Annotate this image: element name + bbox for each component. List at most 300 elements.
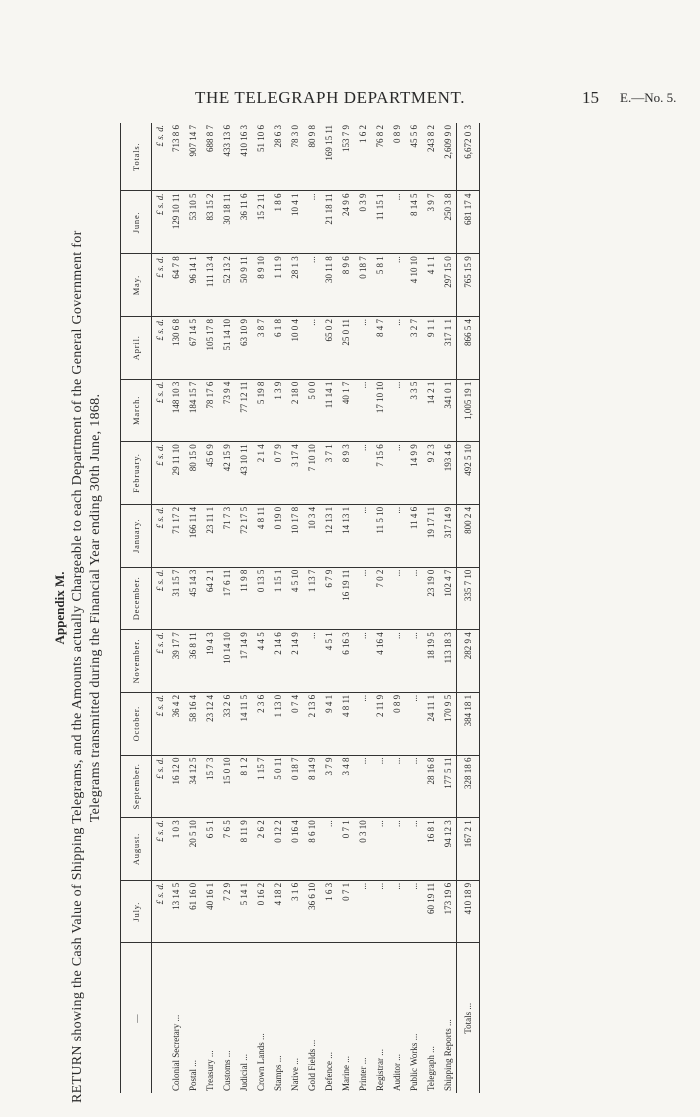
column-header: April. (121, 316, 152, 379)
unit-label: £ s. d. (152, 379, 168, 442)
units-blank (152, 943, 168, 1093)
amount-cell: 23 12 4 (201, 692, 218, 755)
amount-cell: 10 3 4 (303, 504, 320, 567)
table-row (303, 123, 320, 1093)
table-row (184, 123, 201, 1093)
amount-cell: 1 15 1 (269, 567, 286, 630)
amount-cell: 19 4 3 (201, 630, 218, 693)
department-name: Shipping Reports ... (442, 1019, 453, 1091)
amount-cell: 4 8 11 (252, 504, 269, 567)
amount-cell: 5 0 11 (269, 755, 286, 818)
amount-cell: 36 4 2 (167, 692, 184, 755)
amount-cell: 2 11 9 (371, 692, 388, 755)
amount-cell: 17 14 9 (235, 630, 252, 693)
amount-cell: 410 16 3 (235, 123, 252, 191)
amount-cell: 243 8 2 (422, 123, 439, 191)
amount-cell: 2 3 6 (252, 692, 269, 755)
amount-cell: ... (388, 316, 405, 379)
amount-cell: 5 19 8 (252, 379, 269, 442)
amount-cell: 45 6 9 (201, 442, 218, 505)
table-row (388, 123, 405, 1093)
amount-cell: 8 9 3 (337, 442, 354, 505)
amount-cell: 8 9 10 (252, 254, 269, 317)
department-name: Judicial ... (238, 1054, 249, 1091)
amount-cell: 6 5 1 (201, 818, 218, 881)
amount-cell: ... (388, 379, 405, 442)
amount-cell: 3 7 9 (320, 755, 337, 818)
amount-cell: ... (388, 630, 405, 693)
amount-cell: 60 19 11 (422, 880, 439, 943)
amount-cell: 2 14 9 (286, 630, 303, 693)
amount-cell: ... (388, 504, 405, 567)
amount-cell: 8 11 9 (235, 818, 252, 881)
column-header: March. (121, 379, 152, 442)
appendix-label: Appendix M. (52, 571, 67, 645)
amount-cell: 0 16 2 (252, 880, 269, 943)
amount-cell: 9 1 1 (422, 316, 439, 379)
amount-cell: ... (354, 316, 371, 379)
amount-cell: 0 7 1 (337, 818, 354, 881)
department-name: Native ... (289, 1058, 300, 1091)
amount-cell: 45 5 6 (405, 123, 422, 191)
amount-cell: 13 14 5 (167, 880, 184, 943)
amount-cell: 1 6 3 (320, 880, 337, 943)
amount-cell: 0 8 9 (388, 123, 405, 191)
amount-cell: 51 10 6 (252, 123, 269, 191)
column-header: September. (121, 755, 152, 818)
amount-cell: 2,609 9 0 (439, 123, 457, 191)
amount-cell: 193 4 6 (439, 442, 457, 505)
units-row (152, 123, 168, 1093)
amount-cell: 23 19 0 (422, 567, 439, 630)
unit-label: £ s. d. (152, 692, 168, 755)
table-body (152, 123, 480, 1093)
amount-cell: 71 7 3 (218, 504, 235, 567)
rotated-return (50, 113, 670, 1103)
total-cell: 765 15 9 (457, 254, 480, 317)
amount-cell: 78 17 6 (201, 379, 218, 442)
return-title-line1: RETURN showing the Cash Value of Shipping Telegrams, and the Amounts actually Chargeable to each Department of the General Government for (70, 230, 85, 1103)
amount-cell: 9 2 3 (422, 442, 439, 505)
amount-cell: 2 6 2 (252, 818, 269, 881)
amount-cell: 33 2 6 (218, 692, 235, 755)
amount-cell: 15 0 10 (218, 755, 235, 818)
amount-cell: 14 2 1 (422, 379, 439, 442)
amount-cell: 166 11 4 (184, 504, 201, 567)
amount-cell: 1 6 2 (354, 123, 371, 191)
amount-cell: ... (303, 630, 320, 693)
amount-cell: 51 14 10 (218, 316, 235, 379)
amount-cell: 64 2 1 (201, 567, 218, 630)
unit-label: £ s. d. (152, 818, 168, 881)
table-row (337, 123, 354, 1093)
amount-cell: ... (388, 191, 405, 254)
amount-cell: 36 8 11 (184, 630, 201, 693)
department-name: Auditor ... (391, 1054, 402, 1091)
amount-cell: 23 11 1 (201, 504, 218, 567)
amount-cell: 50 9 11 (235, 254, 252, 317)
total-cell: 6,672 0 3 (457, 123, 480, 191)
amount-cell: 14 11 5 (235, 692, 252, 755)
unit-label: £ s. d. (152, 123, 168, 191)
amount-cell: 317 14 9 (439, 504, 457, 567)
amount-cell: 0 16 4 (286, 818, 303, 881)
amount-cell: ... (354, 567, 371, 630)
amount-cell: 9 4 1 (320, 692, 337, 755)
column-header: June. (121, 191, 152, 254)
department-name: Registrar ... (374, 1049, 385, 1091)
amount-cell: 1 13 7 (303, 567, 320, 630)
total-cell: 328 18 6 (457, 755, 480, 818)
running-head: THE TELEGRAPH DEPARTMENT. (195, 88, 466, 107)
amount-cell: 0 3 9 (354, 191, 371, 254)
amount-cell: 77 12 11 (235, 379, 252, 442)
amount-cell: 4 4 5 (252, 630, 269, 693)
amount-cell: ... (320, 818, 337, 881)
amount-cell: ... (354, 442, 371, 505)
column-header: May. (121, 254, 152, 317)
column-header: November. (121, 630, 152, 693)
amount-cell: ... (354, 692, 371, 755)
amount-cell: 15 2 11 (252, 191, 269, 254)
amount-cell: 21 18 11 (320, 191, 337, 254)
amount-cell: 8 14 5 (405, 191, 422, 254)
amount-cell: 4 16 4 (371, 630, 388, 693)
amount-cell: 297 15 0 (439, 254, 457, 317)
amount-cell: 30 11 8 (320, 254, 337, 317)
amount-cell: 5 14 1 (235, 880, 252, 943)
amount-cell: ... (354, 880, 371, 943)
total-cell: 167 2 1 (457, 818, 480, 881)
amount-cell: 3 8 7 (252, 316, 269, 379)
amount-cell: 8 4 7 (371, 316, 388, 379)
amount-cell: 6 16 3 (337, 630, 354, 693)
amount-cell: ... (371, 818, 388, 881)
amount-cell: 10 4 1 (286, 191, 303, 254)
amount-cell: 15 7 3 (201, 755, 218, 818)
column-header: Totals. (121, 123, 152, 191)
amount-cell: 111 13 4 (201, 254, 218, 317)
unit-label: £ s. d. (152, 630, 168, 693)
unit-label: £ s. d. (152, 880, 168, 943)
amount-cell: 3 2 7 (405, 316, 422, 379)
amount-cell: ... (303, 191, 320, 254)
amount-cell: 3 4 8 (337, 755, 354, 818)
amount-cell: 3 7 1 (320, 442, 337, 505)
amount-cell: 16 12 0 (167, 755, 184, 818)
amount-cell: 0 7 9 (269, 442, 286, 505)
amount-cell: 16 19 11 (337, 567, 354, 630)
amount-cell: 433 13 6 (218, 123, 235, 191)
column-header: July. (121, 880, 152, 943)
department-name: Public Works ... (408, 1033, 419, 1091)
amount-cell: 6 1 8 (269, 316, 286, 379)
page-header (0, 0, 700, 110)
unit-label: £ s. d. (152, 254, 168, 317)
amount-cell: 1 11 9 (269, 254, 286, 317)
table-row (252, 123, 269, 1093)
table-row (286, 123, 303, 1093)
amount-cell: 1 0 3 (167, 818, 184, 881)
total-cell: 681 17 4 (457, 191, 480, 254)
amount-cell: 71 17 2 (167, 504, 184, 567)
table-row (235, 123, 252, 1093)
amount-cell: 10 0 4 (286, 316, 303, 379)
amount-cell: 1 8 6 (269, 191, 286, 254)
amount-cell: 72 17 5 (235, 504, 252, 567)
amount-cell: 907 14 7 (184, 123, 201, 191)
table-row (320, 123, 337, 1093)
column-header: December. (121, 567, 152, 630)
amount-cell: 3 1 6 (286, 880, 303, 943)
amount-cell: 0 7 4 (286, 692, 303, 755)
return-title-line2: Telegrams transmitted during the Financial Year ending 30th June, 1868. (88, 393, 103, 823)
department-name: Marine ... (340, 1056, 351, 1091)
amount-cell: 11 15 1 (371, 191, 388, 254)
amount-cell: 78 3 0 (286, 123, 303, 191)
unit-label: £ s. d. (152, 504, 168, 567)
amount-cell: 14 9 9 (405, 442, 422, 505)
amount-cell: 3 9 7 (422, 191, 439, 254)
column-header: January. (121, 504, 152, 567)
amount-cell: 10 14 10 (218, 630, 235, 693)
amount-cell: 19 17 11 (422, 504, 439, 567)
department-name: Telegraph ... (425, 1046, 436, 1091)
amount-cell: 317 1 1 (439, 316, 457, 379)
amount-cell: 170 9 5 (439, 692, 457, 755)
amount-cell: ... (405, 880, 422, 943)
amount-cell: 0 13 5 (252, 567, 269, 630)
total-cell: 384 18 1 (457, 692, 480, 755)
amount-cell: 0 19 0 (269, 504, 286, 567)
total-cell: 866 5 4 (457, 316, 480, 379)
amount-cell: 43 10 11 (235, 442, 252, 505)
amount-cell: ... (371, 880, 388, 943)
total-cell: 282 9 4 (457, 630, 480, 693)
amount-cell: 10 17 8 (286, 504, 303, 567)
amount-cell: 250 3 8 (439, 191, 457, 254)
amount-cell: 8 1 2 (235, 755, 252, 818)
return-table (120, 123, 480, 1093)
amount-cell: 105 17 8 (201, 316, 218, 379)
table-header-row (121, 123, 152, 1093)
amount-cell: ... (354, 379, 371, 442)
amount-cell: 28 1 3 (286, 254, 303, 317)
amount-cell: 39 17 7 (167, 630, 184, 693)
department-name: Gold Fields ... (306, 1039, 317, 1091)
table-row (405, 123, 422, 1093)
amount-cell: 173 19 6 (439, 880, 457, 943)
amount-cell: 40 16 1 (201, 880, 218, 943)
amount-cell: 5 8 1 (371, 254, 388, 317)
totals-row (457, 123, 480, 1093)
amount-cell: 4 10 10 (405, 254, 422, 317)
amount-cell: 1 13 0 (269, 692, 286, 755)
amount-cell: 0 18 7 (354, 254, 371, 317)
amount-cell: 8 14 9 (303, 755, 320, 818)
amount-cell: ... (303, 254, 320, 317)
amount-cell: 36 11 6 (235, 191, 252, 254)
unit-label: £ s. d. (152, 191, 168, 254)
amount-cell: 42 15 9 (218, 442, 235, 505)
amount-cell: 17 6 11 (218, 567, 235, 630)
amount-cell: 73 9 4 (218, 379, 235, 442)
total-cell: 1,005 19 1 (457, 379, 480, 442)
amount-cell: 58 16 4 (184, 692, 201, 755)
amount-cell: 6 7 9 (320, 567, 337, 630)
total-cell: 335 7 10 (457, 567, 480, 630)
amount-cell: ... (388, 818, 405, 881)
amount-cell: ... (405, 567, 422, 630)
department-name: Printer ... (357, 1057, 368, 1091)
unit-label: £ s. d. (152, 567, 168, 630)
amount-cell: 4 8 11 (337, 692, 354, 755)
amount-cell: ... (405, 692, 422, 755)
amount-cell: ... (354, 755, 371, 818)
amount-cell: 713 8 6 (167, 123, 184, 191)
amount-cell: 0 7 1 (337, 880, 354, 943)
department-name: Stamps ... (272, 1055, 283, 1091)
table-row (354, 123, 371, 1093)
amount-cell: 11 9 8 (235, 567, 252, 630)
table-row (167, 123, 184, 1093)
page-number: 15 (582, 88, 599, 107)
department-name: Postal ... (187, 1059, 198, 1091)
amount-cell: 96 14 1 (184, 254, 201, 317)
corner-header (121, 943, 152, 1093)
amount-cell: 64 7 8 (167, 254, 184, 317)
amount-cell: 61 16 0 (184, 880, 201, 943)
amount-cell: 1 3 9 (269, 379, 286, 442)
amount-cell: 5 0 0 (303, 379, 320, 442)
paper-series: E.—No. 5. (620, 90, 677, 105)
amount-cell: 2 13 6 (303, 692, 320, 755)
amount-cell: 4 18 2 (269, 880, 286, 943)
amount-cell: 45 14 3 (184, 567, 201, 630)
amount-cell: 169 15 11 (320, 123, 337, 191)
table-row (201, 123, 218, 1093)
amount-cell: 688 8 7 (201, 123, 218, 191)
amount-cell: 1 15 7 (252, 755, 269, 818)
amount-cell: 7 0 2 (371, 567, 388, 630)
amount-cell: 34 12 5 (184, 755, 201, 818)
amount-cell: 7 6 5 (218, 818, 235, 881)
amount-cell: ... (354, 630, 371, 693)
amount-cell: 2 18 0 (286, 379, 303, 442)
amount-cell: 12 13 1 (320, 504, 337, 567)
department-name: Colonial Secretary ... (170, 1014, 181, 1091)
unit-label: £ s. d. (152, 316, 168, 379)
amount-cell: 20 5 10 (184, 818, 201, 881)
amount-cell: 3 3 5 (405, 379, 422, 442)
amount-cell: 80 15 0 (184, 442, 201, 505)
amount-cell: ... (405, 755, 422, 818)
amount-cell: 24 9 6 (337, 191, 354, 254)
amount-cell: ... (388, 254, 405, 317)
amount-cell: 341 0 1 (439, 379, 457, 442)
amount-cell: 67 14 5 (184, 316, 201, 379)
amount-cell: 11 14 1 (320, 379, 337, 442)
amount-cell: 4 5 1 (320, 630, 337, 693)
total-cell: 410 18 9 (457, 880, 480, 943)
amount-cell: ... (405, 630, 422, 693)
amount-cell: ... (405, 818, 422, 881)
amount-cell: 24 11 1 (422, 692, 439, 755)
amount-cell: 17 10 10 (371, 379, 388, 442)
amount-cell: 0 12 2 (269, 818, 286, 881)
amount-cell: 28 6 3 (269, 123, 286, 191)
table-row (371, 123, 388, 1093)
amount-cell: 2 1 4 (252, 442, 269, 505)
amount-cell: 40 1 7 (337, 379, 354, 442)
totals-label: Totals ... (457, 943, 480, 1093)
amount-cell: 153 7 9 (337, 123, 354, 191)
amount-cell: 80 9 8 (303, 123, 320, 191)
table-row (218, 123, 235, 1093)
corner-dash: — (131, 1013, 141, 1023)
amount-cell: 7 2 9 (218, 880, 235, 943)
department-name: Crown Lands ... (255, 1033, 266, 1091)
amount-cell: 3 17 4 (286, 442, 303, 505)
column-header: October. (121, 692, 152, 755)
amount-cell: 53 10 5 (184, 191, 201, 254)
amount-cell: 28 16 8 (422, 755, 439, 818)
amount-cell: 16 8 1 (422, 818, 439, 881)
amount-cell: 94 12 3 (439, 818, 457, 881)
amount-cell: 102 4 7 (439, 567, 457, 630)
amount-cell: ... (388, 567, 405, 630)
amount-cell: 29 11 10 (167, 442, 184, 505)
total-cell: 492 5 10 (457, 442, 480, 505)
amount-cell: 4 1 1 (422, 254, 439, 317)
department-name: Treasury ... (204, 1050, 215, 1091)
amount-cell: 0 18 7 (286, 755, 303, 818)
amount-cell: 0 8 9 (388, 692, 405, 755)
amount-cell: 7 10 10 (303, 442, 320, 505)
amount-cell: 36 6 10 (303, 880, 320, 943)
amount-cell: 25 0 11 (337, 316, 354, 379)
department-name: Defence ... (323, 1052, 334, 1091)
amount-cell: 18 19 5 (422, 630, 439, 693)
amount-cell: ... (371, 755, 388, 818)
amount-cell: ... (354, 504, 371, 567)
amount-cell: 7 15 6 (371, 442, 388, 505)
department-name: Customs ... (221, 1050, 232, 1091)
amount-cell: ... (388, 755, 405, 818)
amount-cell: ... (388, 442, 405, 505)
amount-cell: 2 14 6 (269, 630, 286, 693)
amount-cell: 0 3 10 (354, 818, 371, 881)
column-header: August. (121, 818, 152, 881)
amount-cell: 52 13 2 (218, 254, 235, 317)
amount-cell: ... (388, 880, 405, 943)
unit-label: £ s. d. (152, 755, 168, 818)
amount-cell: 31 15 7 (167, 567, 184, 630)
amount-cell: 63 10 9 (235, 316, 252, 379)
amount-cell: 76 8 2 (371, 123, 388, 191)
amount-cell: 30 18 11 (218, 191, 235, 254)
total-cell: 800 2 4 (457, 504, 480, 567)
amount-cell: 184 15 7 (184, 379, 201, 442)
table-row (269, 123, 286, 1093)
table-row (422, 123, 439, 1093)
amount-cell: 4 5 10 (286, 567, 303, 630)
amount-cell: 83 15 2 (201, 191, 218, 254)
amount-cell: 113 18 3 (439, 630, 457, 693)
amount-cell: 8 6 10 (303, 818, 320, 881)
amount-cell: ... (303, 316, 320, 379)
amount-cell: 11 5 10 (371, 504, 388, 567)
